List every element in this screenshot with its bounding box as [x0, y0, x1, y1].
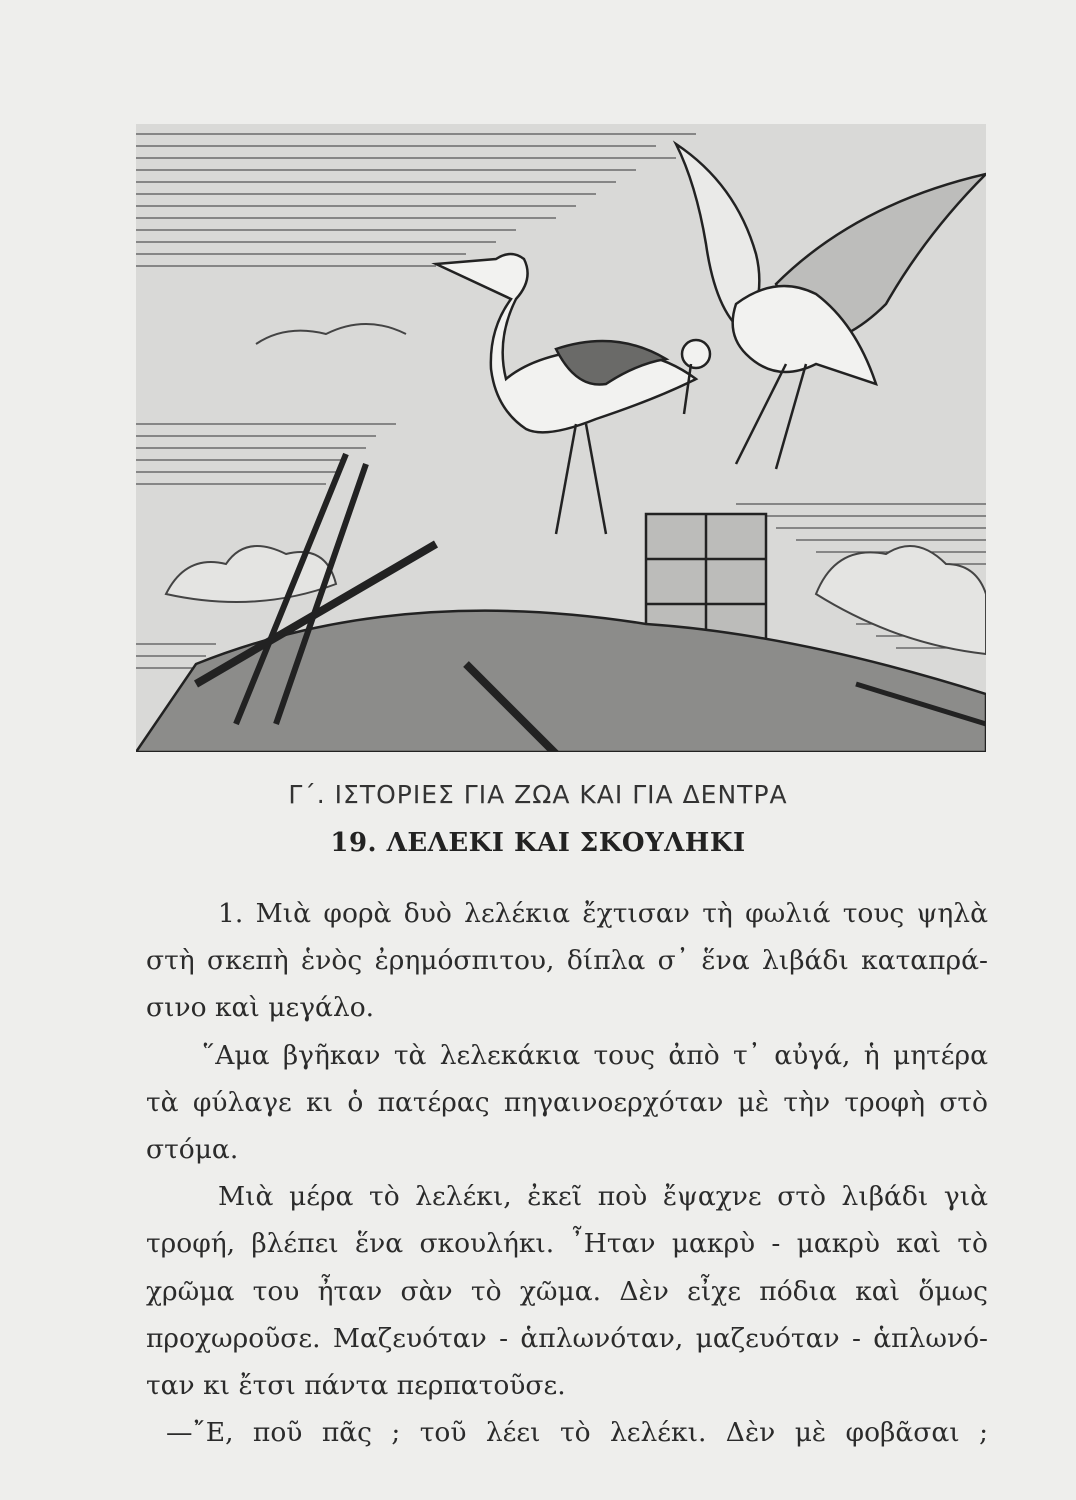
text-line: σινο καὶ μεγάλο.: [146, 992, 375, 1024]
storks-illustration: [136, 124, 986, 752]
section-heading: Γ΄. ΙΣΤΟΡΙΕΣ ΓΙΑ ΖΩΑ ΚΑΙ ΓΙΑ ΔΕΝΤΡΑ: [288, 780, 788, 809]
lesson-title: 19. ΛΕΛΕΚΙ ΚΑΙ ΣΚΟΥΛΗΚΙ: [330, 828, 746, 858]
landing-stork: [676, 144, 986, 469]
text-line: Μιὰ μέρα τὸ λελέκι, ἐκεῖ ποὺ ἔψαχνε στὸ λιβάδι γιὰ: [218, 1181, 988, 1213]
text-line: προχωροῦσε. Μαζευόταν - ἁπλωνόταν, μαζευόταν - ἁπλωνό-: [146, 1322, 988, 1354]
story-text: [146, 890, 988, 1456]
text-line: στόμα.: [146, 1133, 239, 1165]
text-line: —῎Ε, ποῦ πᾶς ; τοῦ λέει τὸ λελέκι. Δὲν μὲ φοβᾶσαι ;: [166, 1417, 988, 1449]
standing-stork: [436, 254, 696, 534]
text-line: ταν κι ἔτσι πάντα περπατοῦσε.: [146, 1369, 566, 1401]
text-line: χρῶμα του ἦταν σὰν τὸ χῶμα. Δὲν εἶχε πόδια καὶ ὅμως: [146, 1275, 988, 1307]
text-line: ῞Αμα βγῆκαν τὰ λελεκάκια τους ἀπὸ τ᾽ αὐγά, ἡ μητέρα: [202, 1039, 988, 1071]
text-line: 1. Μιὰ φορὰ δυὸ λελέκια ἔχτισαν τὴ φωλιά τους ψηλὰ: [218, 898, 988, 929]
text-line: στὴ σκεπὴ ἑνὸς ἐρημόσπιτου, δίπλα σ᾽ ἕνα λιβάδι καταπρά-: [146, 945, 988, 977]
text-line: τὰ φύλαγε κι ὁ πατέρας πηγαινοερχόταν μὲ τὴν τροφὴ στὸ: [146, 1086, 988, 1118]
text-line: τροφή, βλέπει ἕνα σκουλήκι. ῏Ηταν μακρὺ - μακρὺ καὶ τὸ: [146, 1228, 988, 1260]
